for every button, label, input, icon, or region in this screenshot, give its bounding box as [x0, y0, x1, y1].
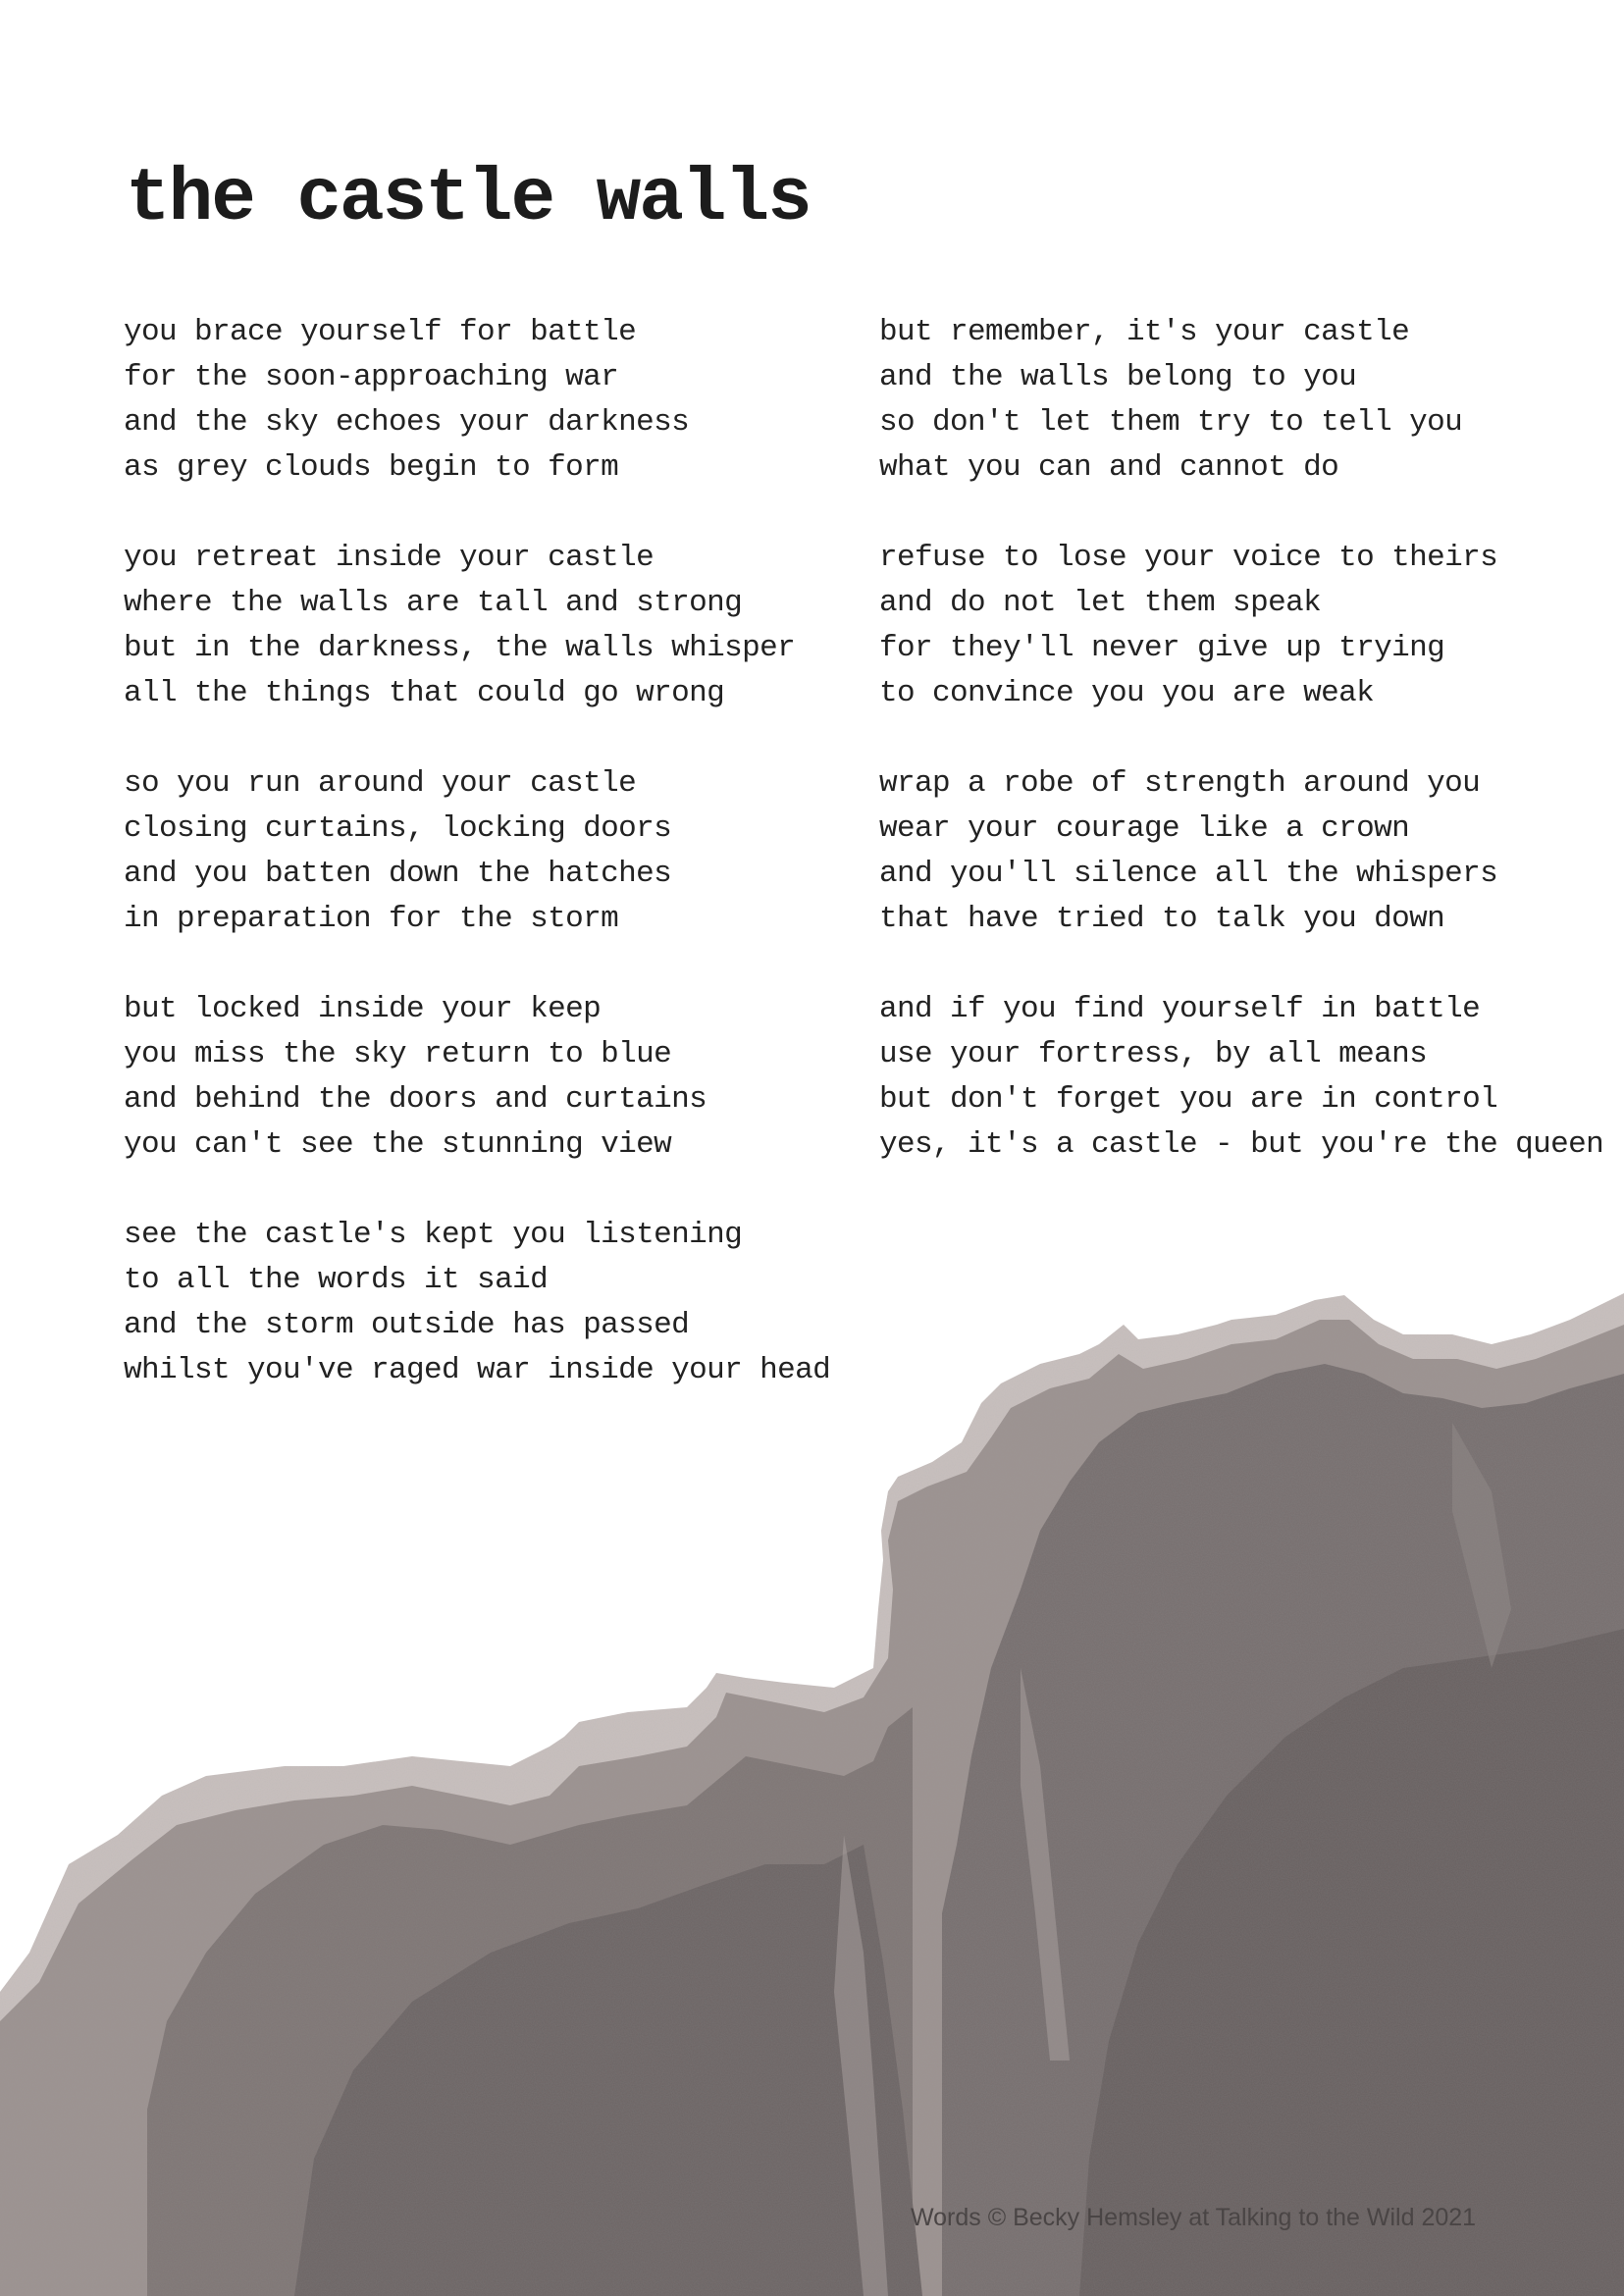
poem-line: see the castle's kept you listening — [124, 1218, 743, 1252]
poem-line: where the walls are tall and strong — [124, 586, 743, 620]
poem-line: but in the darkness, the walls whisper — [124, 631, 796, 665]
poem-line: but locked inside your keep — [124, 992, 602, 1026]
stanza — [124, 310, 830, 491]
poem-line: as grey clouds begin to form — [124, 450, 619, 485]
stanza — [879, 536, 1603, 716]
poem-line: in preparation for the storm — [124, 902, 619, 936]
poem-line: and you batten down the hatches — [124, 857, 672, 891]
stanza — [879, 310, 1603, 491]
poem-line: wear your courage like a crown — [879, 811, 1410, 846]
poem-line: what you can and cannot do — [879, 450, 1339, 485]
stanza — [124, 987, 830, 1168]
poem-column-right — [879, 310, 1603, 1213]
poem-line: but don't forget you are in control — [879, 1082, 1498, 1117]
poem-line: to convince you you are weak — [879, 676, 1375, 710]
copyright-credit: Words © Becky Hemsley at Talking to the Wild 2021 — [911, 2204, 1477, 2231]
poem-line: and if you find yourself in battle — [879, 992, 1481, 1026]
poem-line: whilst you've raged war inside your head — [124, 1353, 831, 1387]
poem-column-left — [124, 310, 830, 1438]
poem-line: and the sky echoes your darkness — [124, 405, 690, 440]
poem-line: you miss the sky return to blue — [124, 1037, 672, 1071]
poem-line: all the things that could go wrong — [124, 676, 725, 710]
poem-line: so don't let them try to tell you — [879, 405, 1463, 440]
poem-line: closing curtains, locking doors — [124, 811, 672, 846]
poem-line: for they'll never give up trying — [879, 631, 1445, 665]
poem-line: you can't see the stunning view — [124, 1127, 672, 1162]
poem-line: and the walls belong to you — [879, 360, 1357, 394]
poem-line: and you'll silence all the whispers — [879, 857, 1498, 891]
poem-line: but remember, it's your castle — [879, 315, 1410, 349]
stanza — [124, 1213, 830, 1393]
poem-line: wrap a robe of strength around you — [879, 766, 1481, 801]
poem-line: for the soon-approaching war — [124, 360, 619, 394]
stanza — [124, 536, 830, 716]
poem-line: yes, it's a castle - but you're the queen — [879, 1127, 1604, 1162]
poem-line: so you run around your castle — [124, 766, 637, 801]
poem-line: use your fortress, by all means — [879, 1037, 1428, 1071]
poem-line: refuse to lose your voice to theirs — [879, 541, 1498, 575]
poem-line: to all the words it said — [124, 1263, 549, 1297]
poem-line: and behind the doors and curtains — [124, 1082, 707, 1117]
poem-line: and do not let them speak — [879, 586, 1322, 620]
page-title: the castle walls — [126, 157, 811, 241]
poem-line: and the storm outside has passed — [124, 1308, 690, 1342]
poem-line: you retreat inside your castle — [124, 541, 655, 575]
poem-line: that have tried to talk you down — [879, 902, 1445, 936]
stanza — [124, 761, 830, 942]
stanza — [879, 761, 1603, 942]
stanza — [879, 987, 1603, 1168]
poem-line: you brace yourself for battle — [124, 315, 637, 349]
